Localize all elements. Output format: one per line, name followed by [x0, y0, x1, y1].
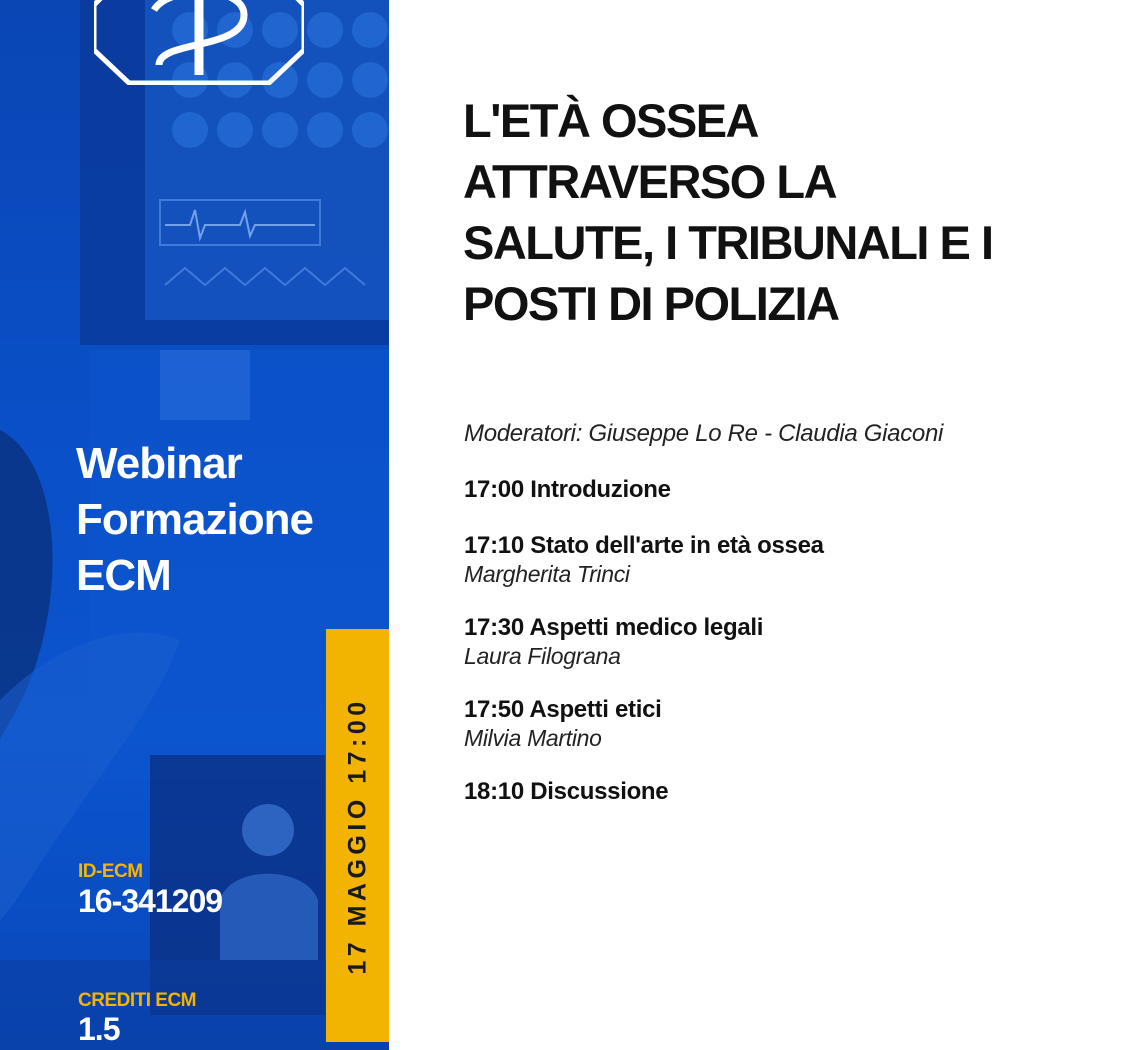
program-item [464, 695, 1104, 751]
program-item-title: 17:00 Introduzione [464, 476, 671, 503]
program-list [464, 475, 1104, 833]
program-item-title: 18:10 Discussione [464, 778, 669, 805]
left-panel [0, 0, 389, 1050]
program-item-title: 17:50 Aspetti etici [464, 696, 662, 723]
crediti-ecm-label: CREDITI ECM [78, 990, 196, 1011]
program-item-speaker: Milvia Martino [464, 725, 602, 751]
program-item-title: 17:10 Stato dell'arte in età ossea [464, 532, 824, 559]
id-ecm-label: ID-ECM [78, 861, 143, 882]
program-item-speaker: Laura Filograna [464, 643, 621, 669]
program-item [464, 777, 1104, 807]
id-ecm-value: 16-341209 [78, 883, 223, 919]
moderators: Moderatori: Giuseppe Lo Re - Claudia Giaconi [464, 420, 944, 447]
date-strip [326, 629, 389, 1042]
program-item [464, 475, 1104, 505]
program-item [464, 613, 1104, 669]
program-item [464, 531, 1104, 587]
logo-emblem [94, 0, 304, 85]
page-title: L'ETÀ OSSEA ATTRAVERSO LA SALUTE, I TRIBUNALI E I POSTI DI POLIZIA [463, 94, 993, 330]
program-item-title: 17:30 Aspetti medico legali [464, 614, 764, 641]
event-date: 17 MAGGIO 17:00 [343, 696, 371, 975]
webinar-title: Webinar Formazione ECM [76, 439, 313, 600]
program-item-speaker: Margherita Trinci [464, 561, 630, 587]
crediti-ecm-value: 1.5 [78, 1011, 120, 1047]
